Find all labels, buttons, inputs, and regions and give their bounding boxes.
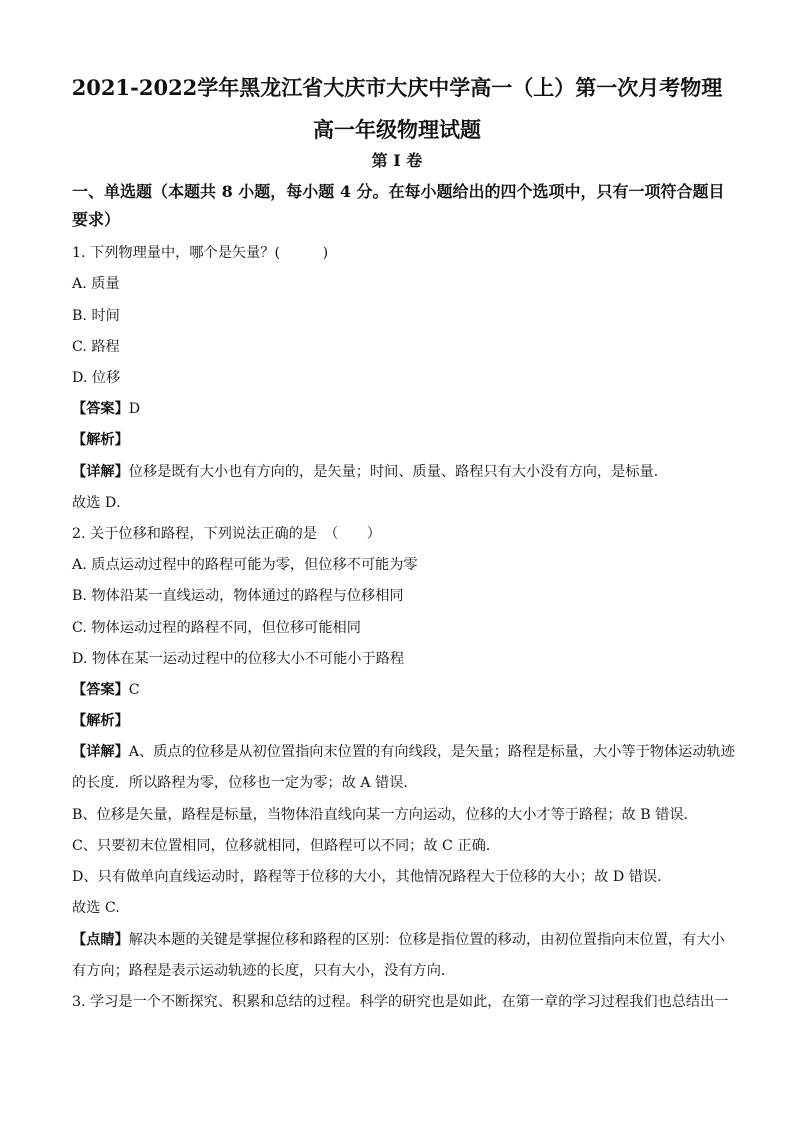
- q1-option-b: B. 时间: [72, 308, 120, 324]
- comment-text: 解决本题的关键是掌握位移和路程的区别：位移是指位置的移动，由初位置指向末位置，有大小: [128, 932, 725, 948]
- q2-option-c: C. 物体运动过程的路程不同，但位移可能相同: [72, 620, 361, 636]
- q2-comment-line1: [72, 930, 732, 950]
- q2-comment-line2: 有方向；路程是表示运动轨迹的长度，只有大小，没有方向．: [72, 963, 456, 979]
- detail-text: 位移是既有大小也有方向的，是矢量；时间、质量、路程只有大小没有方向，是标量．: [128, 464, 668, 480]
- q1-conclusion: 故选 D．: [72, 495, 131, 511]
- q2-detail-line1: [72, 742, 735, 762]
- q1-stem: 1. 下列物理量中，哪个是矢量？( ): [72, 245, 329, 261]
- q2-detail-b: B、位移是矢量，路程是标量，当物体沿直线向某一方向运动，位移的大小才等于路程；故 B 错误.: [72, 807, 689, 823]
- detail-tag: 【详解】: [72, 464, 129, 480]
- volume-heading: 第 I 卷: [371, 151, 423, 170]
- q2-option-d: D. 物体在某一运动过程中的位移大小不可能小于路程: [72, 651, 405, 667]
- q2-detail-d: D、只有做单向直线运动时，路程等于位移的大小，其他情况路程大于位移的大小；故 D 错误.: [72, 869, 662, 885]
- q2-detail-c: C、只要初末位置相同，位移就相同，但路程可以不同；故 C 正确.: [72, 838, 491, 854]
- detail-tag: 【详解】: [72, 744, 129, 760]
- q2-option-b: B. 物体沿某一直线运动，物体通过的路程与位移相同: [72, 588, 404, 604]
- exam-title: 2021-2022学年黑龙江省大庆市大庆中学高一（上）第一次月考物理: [71, 75, 723, 100]
- q3-stem: 3. 学习是一个不断探究、积累和总结的过程。科学的研究也是如此，在第一章的学习过程我们也总结出一: [72, 994, 729, 1010]
- q2-option-a: A. 质点运动过程中的路程可能为零，但位移不可能为零: [72, 557, 418, 573]
- q1-analysis-tag: 【解析】: [72, 432, 129, 448]
- q1-option-d: D. 位移: [72, 370, 121, 386]
- section-heading-line2: 要求）: [72, 210, 121, 229]
- q1-answer: [72, 399, 732, 419]
- q2-stem: 2. 关于位移和路程，下列说法正确的是 （ ）: [72, 526, 381, 542]
- q2-analysis-tag: 【解析】: [72, 713, 129, 729]
- exam-subtitle: 高一年级物理试题: [313, 117, 481, 142]
- q2-conclusion: 故选 C.: [72, 900, 120, 916]
- detail-text: A、质点的位移是从初位置指向末位置的有向线段，是矢量；路程是标量，大小等于物体运动轨迹: [128, 744, 735, 760]
- answer-tag: 【答案】: [72, 682, 129, 698]
- answer-value: D: [128, 401, 141, 417]
- answer-tag: 【答案】: [72, 401, 129, 417]
- answer-value: C: [128, 682, 140, 698]
- q2-answer: [72, 680, 732, 700]
- q1-option-c: C. 路程: [72, 339, 120, 355]
- q1-option-a: A. 质量: [72, 276, 120, 292]
- comment-tag: 【点睛】: [72, 932, 129, 948]
- q2-detail-line2: 的长度．所以路程为零，位移也一定为零；故 A 错误.: [72, 775, 408, 791]
- section-heading-line1: 一、单选题（本题共 8 小题，每小题 4 分。在每小题给出的四个选项中，只有一项符合题目: [72, 182, 725, 201]
- q1-detail: [72, 462, 732, 482]
